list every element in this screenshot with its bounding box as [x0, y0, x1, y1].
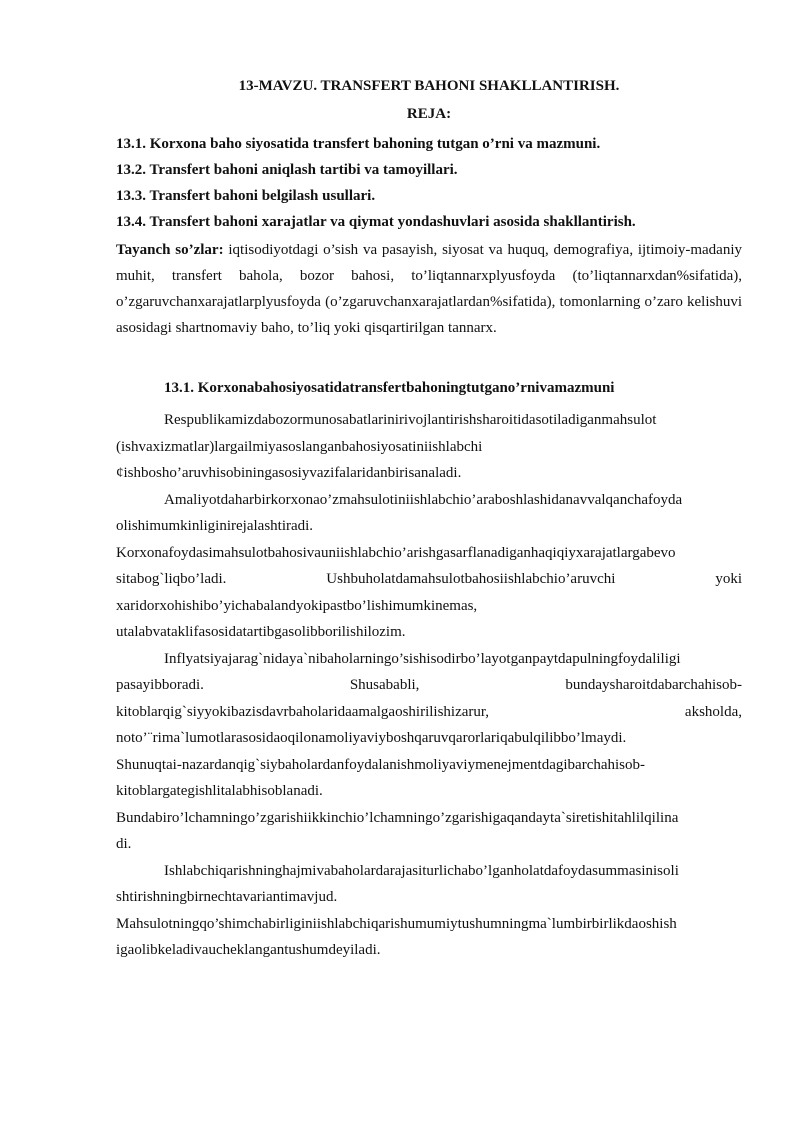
text-line: Ishlabchiqarishninghajmivabaholardarajasiturlichabo’lganholatdafoydasummasinisoli: [164, 862, 679, 879]
text-line: Respublikamizdabozormunosabatlarinirivojlantirishsharoitidasotiladiganmahsulot: [164, 412, 657, 428]
text-line: Bundabiro’lchamningo’zgarishiikkinchio’lchamningo’zgarishigaqandayta`siretishitahlilqilina: [116, 809, 679, 826]
text-line: utalabvataklifasosidatartibgasolibborilishilozim.: [116, 624, 406, 640]
text-line: pasayibboradi. Shusababli, bundaysharoitdabarchahisob-: [116, 677, 742, 693]
text-line: olishimumkinliginirejalashtiradi.: [116, 518, 314, 534]
text-line: Inflyatsiyajarag`nidaya`nibaholarningo’sishisodirbo’layotganpaytdapulningfoydaliligi: [164, 650, 681, 667]
text-line: sitabog`liqbo’ladi. Ushbuholatdamahsulotbahosiishlabchio’aruvchi yoki: [116, 571, 742, 587]
keywords-text: iqtisodiyotdagi o’sish va pasayish, siyosat va huquq, demografiya, ijtimoiy-madaniy muhit, transfert bahola, bozor bahosi, to’liqtannarxplyusfoyda (to’liqtannarxdan%sifatida), o’zgaruvchanxarajatlarplyusfoyda (o’zgaruvchanxarajatlardan%sifatida), tomonlarning o’zaro kelishuvi asosidagi shartnomaviy baho, to’liq yoki qisqartirilgan tannarx.: [116, 242, 743, 336]
text-line: shtirishningbirnechtavariantimavjud.: [116, 889, 338, 905]
plan-item: 13.3. Transfert bahoni belgilash usullari.: [116, 188, 376, 204]
plan-list: [116, 131, 742, 235]
document-title: 13-MAVZU. TRANSFERT BAHONI SHAKLLANTIRISH.: [238, 78, 620, 94]
keywords-paragraph: [116, 237, 742, 341]
text-line: kitoblarqig`siyyokibazisdavrbaholaridaamalgaoshirilishizarur, aksholda,: [116, 703, 742, 720]
text-line: Mahsulotningqo’shimchabirliginiishlabchiqarishumumiytushumningma`lumbirbirlikdaoshish: [116, 915, 677, 932]
section-heading: 13.1. Korxonabahosiyosatidatransfertbahoningtutgano’rnivamazmuni: [164, 380, 615, 396]
text-line: noto’¨rima`lumotlarasosidaoqilonamoliyaviyboshqaruvqarorlariqabulqilibbo’lmaydi.: [116, 730, 627, 746]
text-line: di.: [116, 836, 132, 852]
plan-item: 13.1. Korxona baho siyosatida transfert bahoning tutgan o’rni va mazmuni.: [116, 136, 601, 152]
text-line: (ishvaxizmatlar)largailmiyasoslanganbahosiyosatiniishlabchi: [116, 438, 483, 455]
keywords-label: Tayanch so’zlar:: [116, 242, 224, 258]
text-line: ¢ishbosho’aruvhisobiningasosiyvazifalaridanbirisanaladi.: [116, 465, 462, 481]
plan-item: 13.4. Transfert bahoni xarajatlar va qiymat yondashuvlari asosida shakllantirish.: [116, 214, 636, 230]
text-line: Korxonafoydasimahsulotbahosivauniishlabchio’arishgasarflanadiganhaqiqiyxarajatlargabevo: [116, 544, 676, 561]
plan-label: REJA:: [406, 106, 452, 122]
text-line: igaolibkeladivaucheklangantushumdeyiladi.: [116, 942, 381, 958]
text-line: kitoblargategishlitalabhisoblanadi.: [116, 783, 323, 799]
plan-item: 13.2. Transfert bahoni aniqlash tartibi va tamoyillari.: [116, 162, 458, 178]
text-line: Shunuqtai-nazardanqig`siybaholardanfoydalanishmoliyaviymenejmentdagibarchahisob-: [116, 756, 646, 773]
text-line: xaridorxohishibo’yichabalandyokipastbo’lishimumkinemas,: [116, 597, 478, 614]
text-line: Amaliyotdaharbirkorxonao’zmahsulotiniishlabchio’araboshlashidanavvalqanchafoyda: [164, 491, 683, 508]
section-body: [116, 407, 742, 964]
